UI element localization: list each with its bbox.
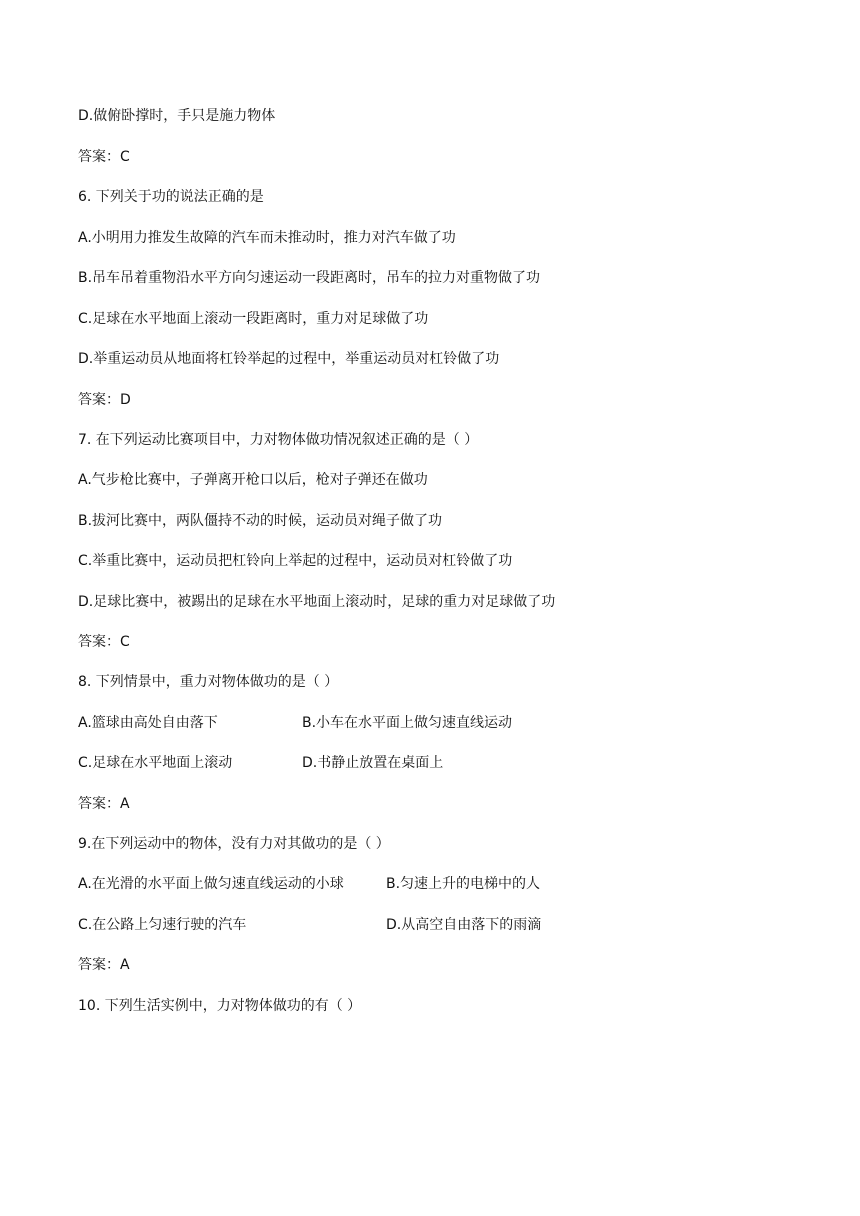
q7-stem: 7. 在下列运动比赛项目中，力对物体做功情况叙述正确的是（ ） xyxy=(78,432,479,448)
q8-option-c: C.足球在水平地面上滚动 xyxy=(78,755,233,771)
q7-answer: 答案：C xyxy=(78,634,130,650)
q5-option-d: D.做俯卧撑时，手只是施力物体 xyxy=(78,108,276,124)
q8-answer: 答案：A xyxy=(78,796,130,812)
q6-option-d: D.举重运动员从地面将杠铃举起的过程中，举重运动员对杠铃做了功 xyxy=(78,351,500,367)
q6-option-c: C.足球在水平地面上滚动一段距离时，重力对足球做了功 xyxy=(78,311,429,327)
q5-answer: 答案：C xyxy=(78,149,130,165)
q6-option-a: A.小明用力推发生故障的汽车而未推动时，推力对汽车做了功 xyxy=(78,230,456,246)
q7-option-b: B.拔河比赛中，两队僵持不动的时候，运动员对绳子做了功 xyxy=(78,513,443,529)
q9-option-c: C.在公路上匀速行驶的汽车 xyxy=(78,917,247,933)
q7-option-d: D.足球比赛中，被踢出的足球在水平地面上滚动时，足球的重力对足球做了功 xyxy=(78,594,556,610)
q9-stem: 9.在下列运动中的物体，没有力对其做功的是（ ） xyxy=(78,836,390,852)
q9-option-b: B.匀速上升的电梯中的人 xyxy=(386,876,541,892)
q9-option-d: D.从高空自由落下的雨滴 xyxy=(386,917,542,933)
q8-option-d: D.书静止放置在桌面上 xyxy=(302,755,444,771)
q8-option-b: B.小车在水平面上做匀速直线运动 xyxy=(302,715,513,731)
q6-answer: 答案：D xyxy=(78,392,131,408)
q8-option-a: A.篮球由高处自由落下 xyxy=(78,715,218,731)
q6-stem: 6. 下列关于功的说法正确的是 xyxy=(78,189,264,205)
q9-answer: 答案：A xyxy=(78,957,130,973)
q7-option-a: A.气步枪比赛中，子弹离开枪口以后，枪对子弹还在做功 xyxy=(78,472,428,488)
q10-stem: 10. 下列生活实例中，力对物体做功的有（ ） xyxy=(78,998,362,1014)
q7-option-c: C.举重比赛中，运动员把杠铃向上举起的过程中，运动员对杠铃做了功 xyxy=(78,553,513,569)
q8-stem: 8. 下列情景中，重力对物体做功的是（ ） xyxy=(78,674,339,690)
q6-option-b: B.吊车吊着重物沿水平方向匀速运动一段距离时，吊车的拉力对重物做了功 xyxy=(78,270,541,286)
q9-option-a: A.在光滑的水平面上做匀速直线运动的小球 xyxy=(78,876,344,892)
